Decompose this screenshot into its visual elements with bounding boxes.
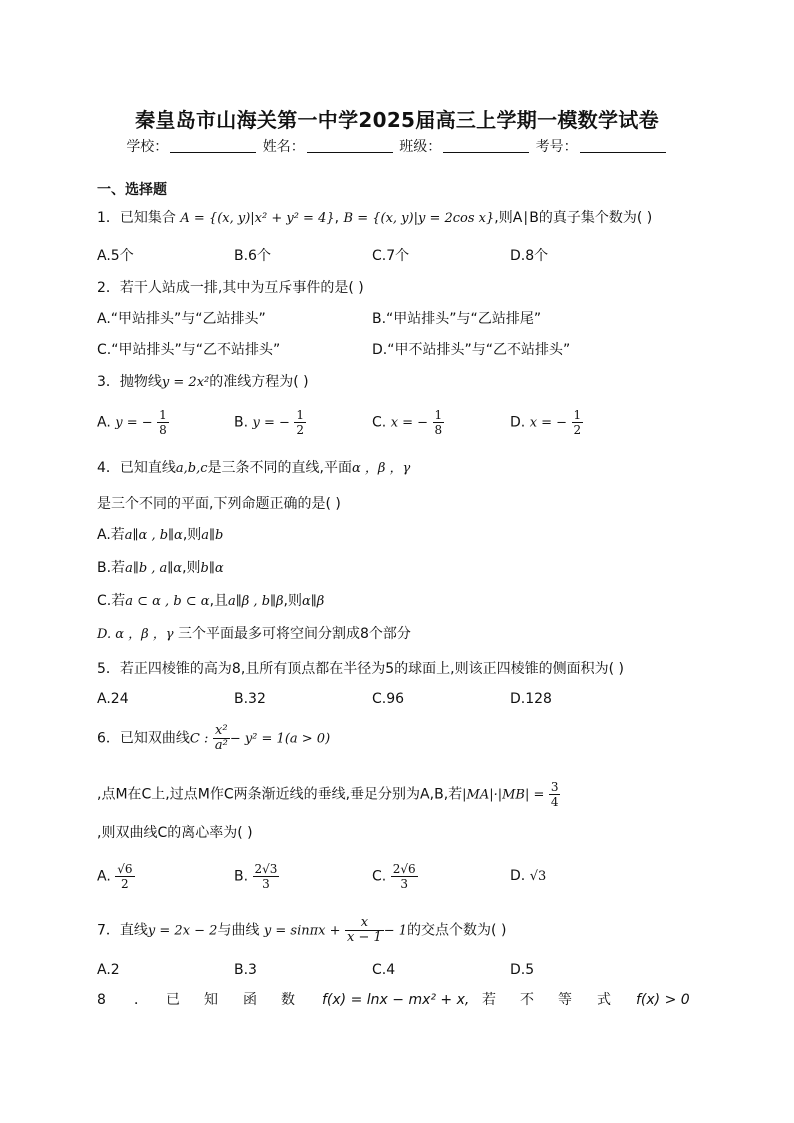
q1-lead: 1．已知集合: [97, 210, 176, 226]
q8-word: 函: [243, 992, 257, 1008]
q7-option-d[interactable]: D.5: [510, 962, 535, 978]
class-blank[interactable]: [443, 152, 529, 153]
question-4-cont: 是三个不同的平面,下列命题正确的是( ): [97, 496, 341, 512]
q6-option-b[interactable]: B. $\frac{2√3}{3}$: [234, 862, 278, 891]
number-label: 考号：: [535, 139, 578, 155]
q1-option-b[interactable]: B.6个: [234, 248, 271, 264]
question-7: 7．直线y = 2x − 2与曲线 y = sinπx + $\frac{x}{x - 1}$ − 1的交点个数为( ): [97, 915, 507, 945]
question-3: [97, 372, 309, 393]
question-6: 6．已知双曲线C : $\frac{\text{x²}}{\text{a²}}$ − y² = 1(a > 0): [97, 723, 331, 753]
q1-option-d[interactable]: D.8个: [510, 248, 549, 264]
q8-word: 8: [97, 992, 106, 1008]
q5-option-d[interactable]: D.128: [510, 691, 552, 707]
q1-option-c[interactable]: C.7个: [372, 248, 410, 264]
q1-set-a: A = {(x, y)|x² + y² = 4}: [180, 211, 335, 226]
name-label: 姓名：: [262, 139, 305, 155]
school-label: 学校：: [126, 139, 169, 155]
page-title: 秦皇岛市山海关第一中学2025届高三上学期一模数学试卷: [135, 108, 659, 132]
q5-option-c[interactable]: C.96: [372, 691, 405, 707]
question-4: 4．已知直线a,b,c是三条不同的直线,平面α ，β ，γ: [97, 460, 411, 476]
question-5: 5．若正四棱锥的高为8,且所有顶点都在半径为5的球面上,则该正四棱锥的侧面积为( ): [97, 661, 624, 677]
q1-set-b: B = {(x, y)|y = 2cos x}: [343, 211, 495, 226]
section-heading: 一、选择题: [97, 182, 167, 198]
q3-option-c[interactable]: C. x = − $\frac{1}{8}$: [372, 408, 443, 437]
question-6-tail: ,则双曲线C的离心率为( ): [97, 825, 253, 841]
q2-option-c[interactable]: C.“甲站排头”与“乙不站排头”: [97, 342, 281, 358]
student-info-row: [0, 136, 794, 156]
q8-function: f(x) = lnx − mx² + x,: [322, 992, 470, 1008]
q3-option-a[interactable]: A. y = − $\frac{1}{8}$: [97, 408, 167, 437]
question-6-cont: ,点M在C上,过点M作C两条渐近线的垂线,垂足分别为A,B,若|MA|·|MB| = $\frac{3}{4}$: [97, 780, 559, 809]
q6-option-d[interactable]: D. √3: [510, 868, 547, 884]
q3-option-b[interactable]: B. y = − $\frac{1}{2}$: [234, 408, 305, 437]
q7-option-c[interactable]: C.4: [372, 962, 396, 978]
q2-option-a[interactable]: A.“甲站排头”与“乙站排头”: [97, 311, 266, 327]
q3-expr: y = 2x²: [161, 375, 210, 390]
question-1: 1．已知集合 A = {(x, y)|x² + y² = 4}, B = {(x, y)|y = 2cos x},则A∣B的真子集个数为( ): [97, 210, 653, 226]
q2-option-d[interactable]: D.“甲不站排头”与“乙不站排头”: [372, 342, 571, 358]
q1-option-a[interactable]: A.5个: [97, 248, 134, 264]
q3-tail: 的准线方程为( ): [209, 374, 309, 390]
q3-lead: 3．抛物线: [97, 374, 162, 390]
number-blank[interactable]: [580, 152, 666, 153]
q8-word: 知: [204, 992, 218, 1008]
q6-option-c[interactable]: C. $\frac{2√6}{3}$: [372, 862, 416, 891]
class-label: 班级：: [399, 139, 442, 155]
q7-option-b[interactable]: B.3: [234, 962, 257, 978]
q5-option-a[interactable]: A.24: [97, 691, 129, 707]
q8-word: 若: [482, 992, 496, 1008]
q6-option-a[interactable]: A. $\frac{√6}{2}$: [97, 862, 133, 891]
q2-option-b[interactable]: B.“甲站排头”与“乙站排尾”: [372, 311, 542, 327]
q4-option-a[interactable]: A.若a∥α , b∥α,则a∥b: [97, 527, 224, 543]
q3-option-d[interactable]: D. x = − $\frac{1}{2}$: [510, 408, 582, 437]
q8-word: 数: [281, 992, 295, 1008]
q4-option-d[interactable]: D. α ，β ，γ 三个平面最多可将空间分割成8个部分: [97, 626, 411, 642]
q6-fraction: $\frac{\text{x²}}{\text{a²}}$: [214, 723, 228, 753]
q8-word: ．: [134, 992, 148, 1008]
q8-word: 式: [597, 992, 611, 1008]
q8-word: 等: [558, 992, 572, 1008]
q8-word: 不: [520, 992, 534, 1008]
school-blank[interactable]: [170, 152, 256, 153]
q4-option-c[interactable]: C.若a ⊂ α , b ⊂ α,且a∥β , b∥β,则α∥β: [97, 593, 325, 609]
q5-option-b[interactable]: B.32: [234, 691, 266, 707]
q1-tail: ,则A∣B的真子集个数为( ): [494, 210, 653, 226]
q7-option-a[interactable]: A.2: [97, 962, 120, 978]
q8-word: 已: [166, 992, 180, 1008]
name-blank[interactable]: [307, 152, 393, 153]
q4-option-b[interactable]: B.若a∥b , a∥α,则b∥α: [97, 560, 224, 576]
q8-inequality: f(x) > 0: [636, 992, 690, 1008]
question-2: 2．若干人站成一排,其中为互斥事件的是( ): [97, 280, 364, 296]
